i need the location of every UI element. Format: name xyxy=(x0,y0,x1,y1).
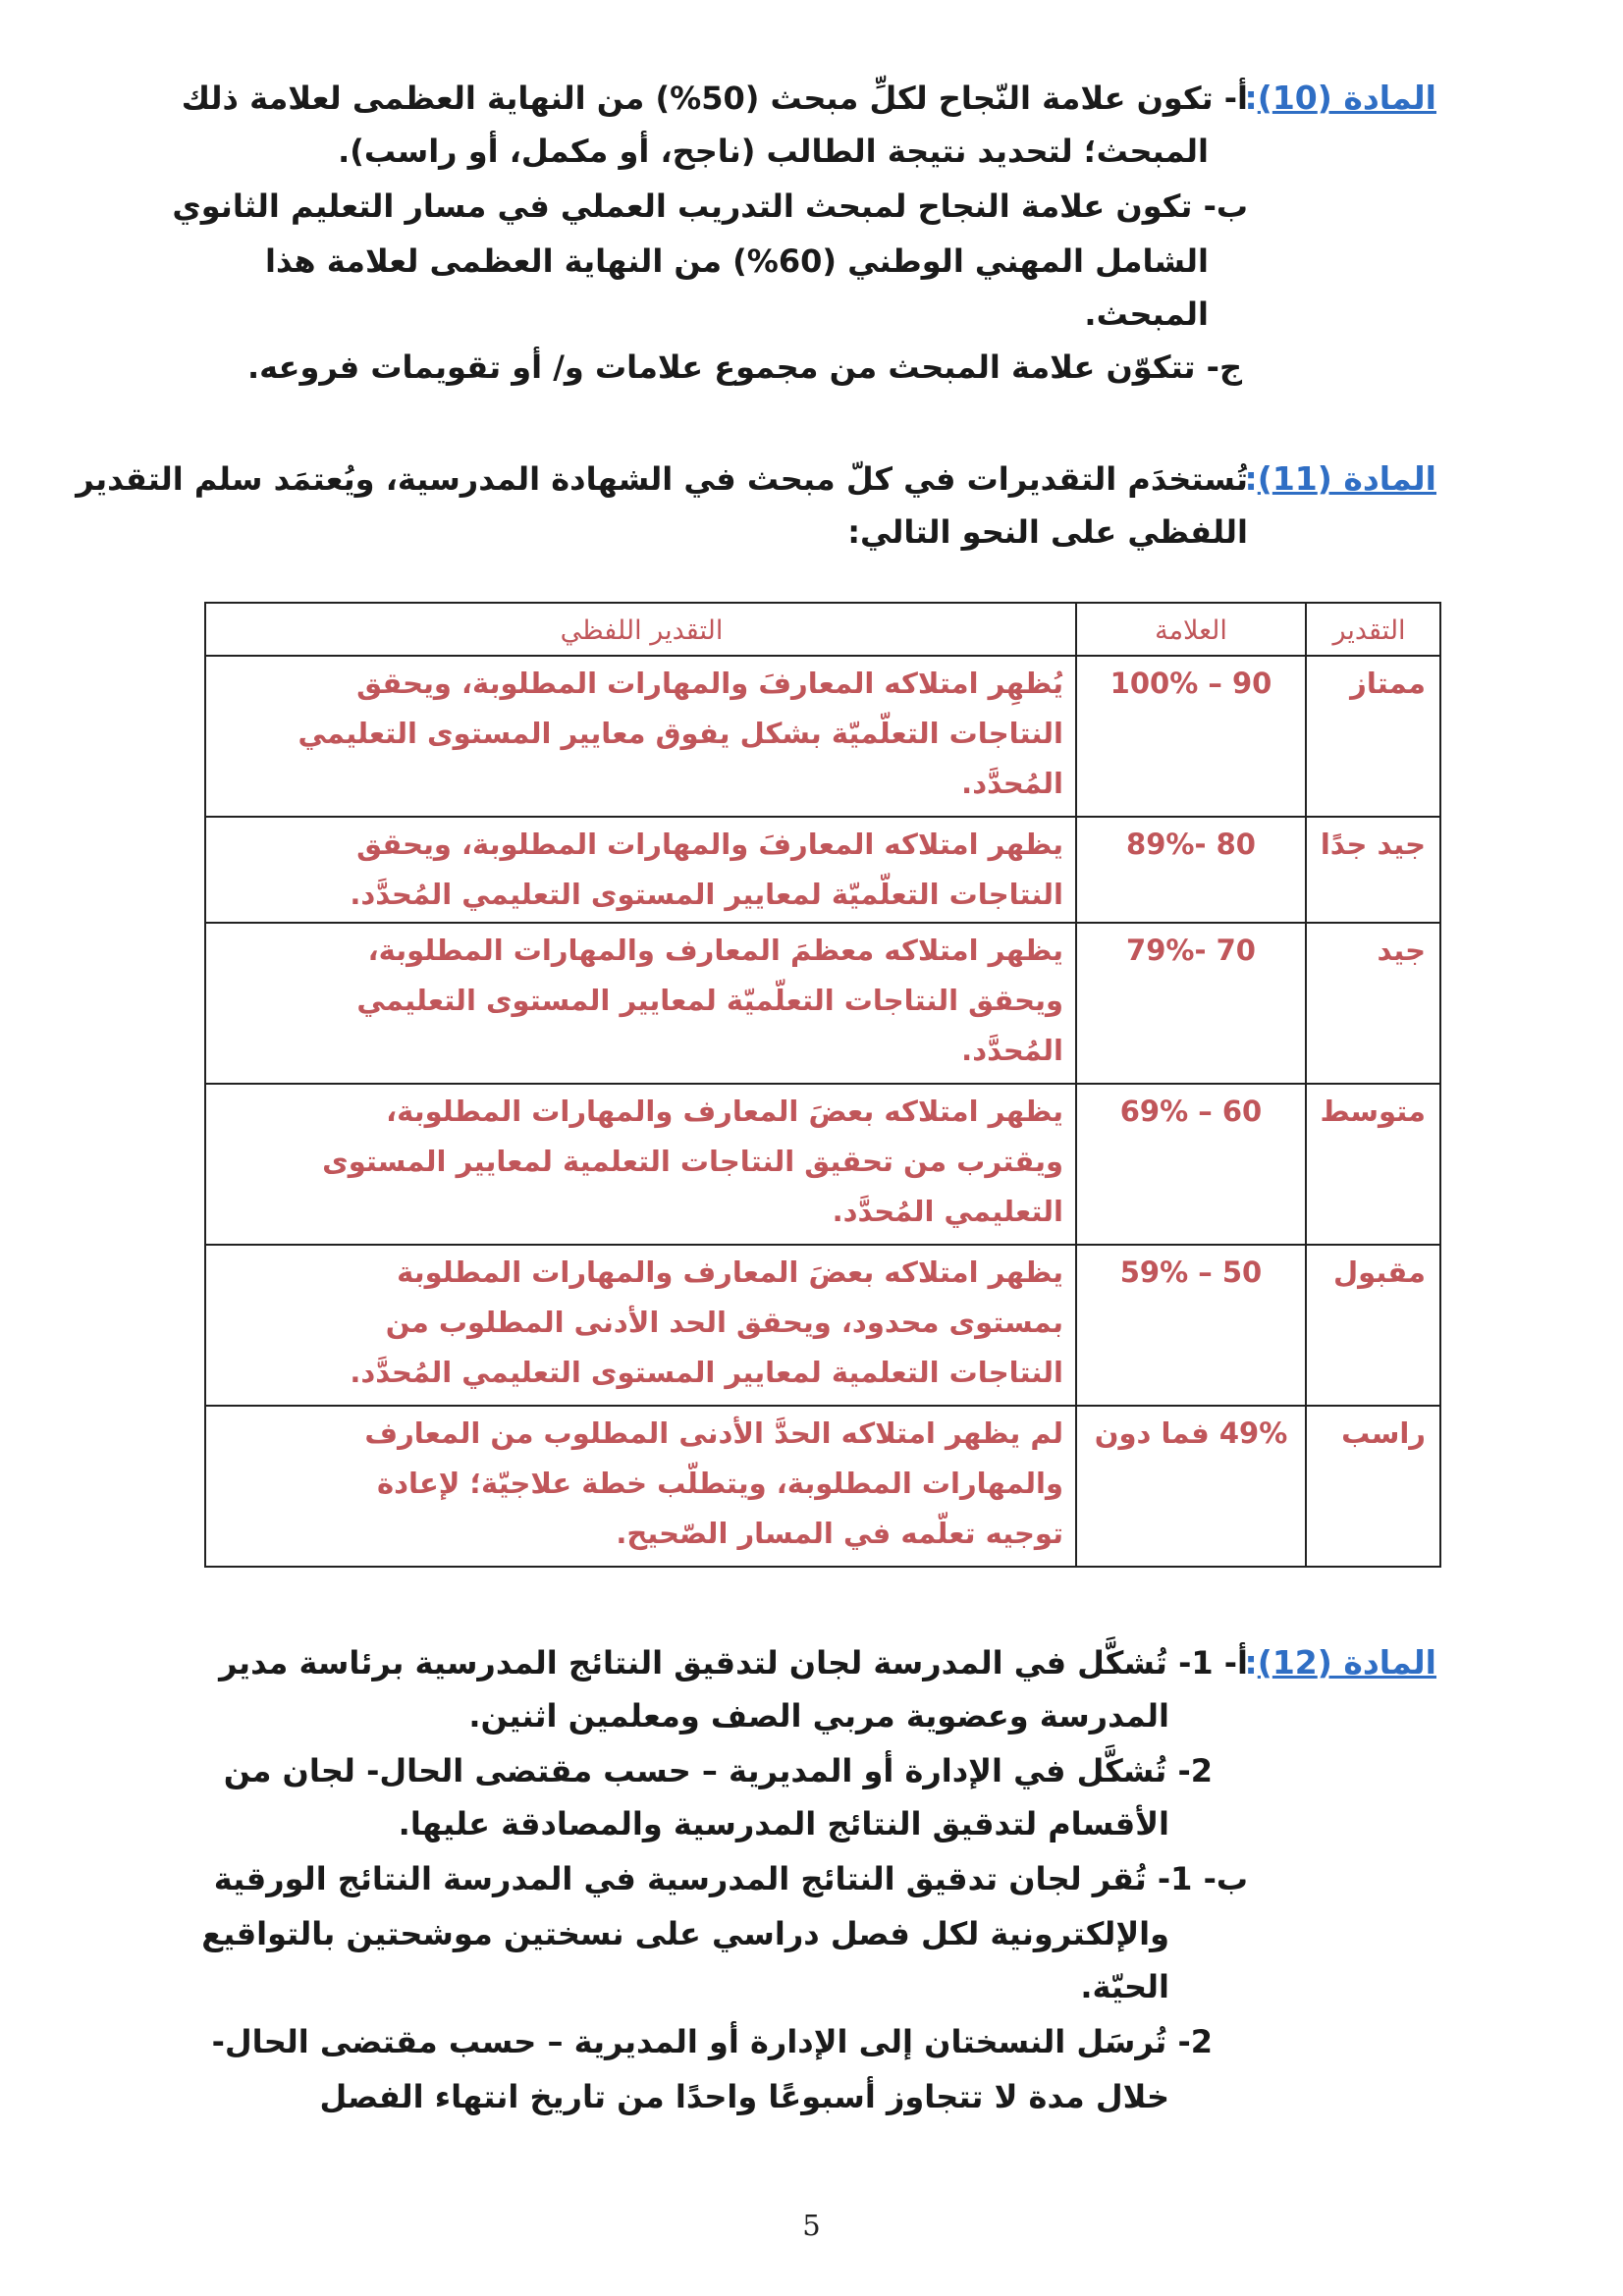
grade-cell: مقبول xyxy=(1306,1245,1440,1406)
description-cell xyxy=(205,1084,1076,1245)
description-line: النتاجات التعلمية لمعايير المستوى التعليمي المُحدَّد. xyxy=(350,1356,1063,1389)
article-11-label xyxy=(1245,454,1436,505)
description-cell xyxy=(205,656,1076,817)
description-line: المُحدَّد. xyxy=(961,767,1063,800)
article-10-line-4: الشامل المهني الوطني (60%) من النهاية العظمى لعلامة هذا xyxy=(264,242,1209,280)
description-line: ويقترب من تحقيق النتاجات التعلمية لمعايير المستوى xyxy=(322,1145,1063,1178)
mark-cell: 90 – 100% xyxy=(1076,656,1306,817)
article-10-line-3: ب- تكون علامة النجاح لمبحث التدريب العملي في مسار التعليم الثانوي xyxy=(172,187,1248,225)
table-row xyxy=(205,1245,1440,1406)
article-10-number: المادة (10) xyxy=(1257,79,1436,117)
article-10-label xyxy=(1245,73,1436,124)
table-row xyxy=(205,1406,1440,1567)
article-12-colon: : xyxy=(1244,1643,1258,1682)
table-header-row xyxy=(205,603,1440,656)
article-10-colon: : xyxy=(1244,79,1258,117)
mark-cell: 49% فما دون xyxy=(1076,1406,1306,1567)
description-line: التعليمي المُحدَّد. xyxy=(832,1195,1063,1228)
article-10-line-1: أ- تكون علامة النّجاح لكلِّ مبحث (50%) من النهاية العظمى لعلامة ذلك xyxy=(181,80,1248,117)
table-row xyxy=(205,817,1440,923)
article-12-line-1: أ- 1- تُشكَّل في المدرسة لجان لتدقيق النتائج المدرسية برئاسة مدير xyxy=(219,1644,1248,1682)
article-12-line-8: 2- تُرسَل النسختان إلى الإدارة أو المديرية – حسب مقتضى الحال- xyxy=(211,2023,1213,2060)
description-line: يظهر امتلاكه معظمَ المعارف والمهارات المطلوبة، xyxy=(367,934,1063,967)
article-10-line-5: المبحث. xyxy=(1084,295,1209,333)
grade-cell: جيد جدًا xyxy=(1306,817,1440,923)
description-line: بمستوى محدود، ويحقق الحد الأدنى المطلوب من xyxy=(385,1306,1063,1339)
description-cell xyxy=(205,923,1076,1084)
description-line: والمهارات المطلوبة، ويتطلّب خطة علاجيّة؛ لإعادة xyxy=(377,1467,1063,1500)
table-row xyxy=(205,1084,1440,1245)
article-11-colon: : xyxy=(1244,459,1258,498)
article-11-number: المادة (11) xyxy=(1257,459,1436,498)
grade-cell: ممتاز xyxy=(1306,656,1440,817)
article-12-line-3: 2- تُشكَّل في الإدارة أو المديرية – حسب مقتضى الحال- لجان من xyxy=(223,1752,1213,1789)
header-grade: التقدير xyxy=(1306,603,1440,656)
grade-scale-table xyxy=(204,602,1441,1568)
header-mark: العلامة xyxy=(1076,603,1306,656)
article-12-line-7: الحيّة. xyxy=(1080,1968,1169,2005)
description-line: النتاجات التعلّميّة لمعايير المستوى التعليمي المُحدَّد. xyxy=(350,878,1063,911)
article-12-line-9: خلال مدة لا تتجاوز أسبوعًا واحدًا من تاريخ انتهاء الفصل xyxy=(319,2078,1169,2115)
article-12-line-6: والإلكترونية لكل فصل دراسي على نسختين موشحتين بالتواقيع xyxy=(201,1915,1169,1952)
description-cell xyxy=(205,1245,1076,1406)
article-10-line-2: المبحث؛ لتحديد نتيجة الطالب (ناجح، أو مكمل، أو راسب). xyxy=(338,133,1209,170)
description-line: يظهر امتلاكه بعضَ المعارف والمهارات المطلوبة xyxy=(397,1255,1063,1289)
article-11-line-2: اللفظي على النحو التالي: xyxy=(847,513,1248,551)
description-line: ويحقق النتاجات التعلّميّة لمعايير المستوى التعليمي xyxy=(356,984,1063,1017)
article-12-line-2: المدرسة وعضوية مربي الصف ومعلمين اثنين. xyxy=(468,1697,1169,1735)
description-line: توجيه تعلّمه في المسار الصّحيح. xyxy=(616,1517,1063,1550)
description-line: لم يظهر امتلاكه الحدَّ الأدنى المطلوب من المعارف xyxy=(364,1416,1063,1450)
article-12-label xyxy=(1245,1637,1436,1688)
description-line: المُحدَّد. xyxy=(961,1034,1063,1067)
mark-cell: 80 -89% xyxy=(1076,817,1306,923)
article-12-number: المادة (12) xyxy=(1257,1643,1436,1682)
grade-cell: جيد xyxy=(1306,923,1440,1084)
description-line: يُظهِر امتلاكه المعارفَ والمهارات المطلوبة، ويحقق xyxy=(356,667,1063,700)
description-cell xyxy=(205,817,1076,923)
description-line: يظهر امتلاكه المعارفَ والمهارات المطلوبة، ويحقق xyxy=(356,828,1063,861)
header-description: التقدير اللفظي xyxy=(205,603,1076,656)
mark-cell: 50 – 59% xyxy=(1076,1245,1306,1406)
article-12-line-4: الأقسام لتدقيق النتائج المدرسية والمصادقة عليها. xyxy=(398,1805,1169,1842)
page-number: 5 xyxy=(802,2209,821,2242)
table-row xyxy=(205,923,1440,1084)
description-line: يظهر امتلاكه بعضَ المعارف والمهارات المطلوبة، xyxy=(386,1095,1063,1128)
article-10-line-6: ج- تتكوّن علامة المبحث من مجموع علامات و/ أو تقويمات فروعه. xyxy=(247,348,1242,386)
mark-cell: 60 – 69% xyxy=(1076,1084,1306,1245)
article-12-line-5: ب- 1- تُقر لجان تدقيق النتائج المدرسية في المدرسة النتائج الورقية xyxy=(213,1860,1248,1897)
description-cell xyxy=(205,1406,1076,1567)
description-line: النتاجات التعلّميّة بشكل يفوق معايير المستوى التعليمي xyxy=(298,717,1063,750)
grade-cell: متوسط xyxy=(1306,1084,1440,1245)
mark-cell: 70 -79% xyxy=(1076,923,1306,1084)
article-11-line-1: تُستخدَم التقديرات في كلّ مبحث في الشهادة المدرسية، ويُعتمَد سلم التقدير xyxy=(76,460,1248,498)
grade-cell: راسب xyxy=(1306,1406,1440,1567)
table-row xyxy=(205,656,1440,817)
